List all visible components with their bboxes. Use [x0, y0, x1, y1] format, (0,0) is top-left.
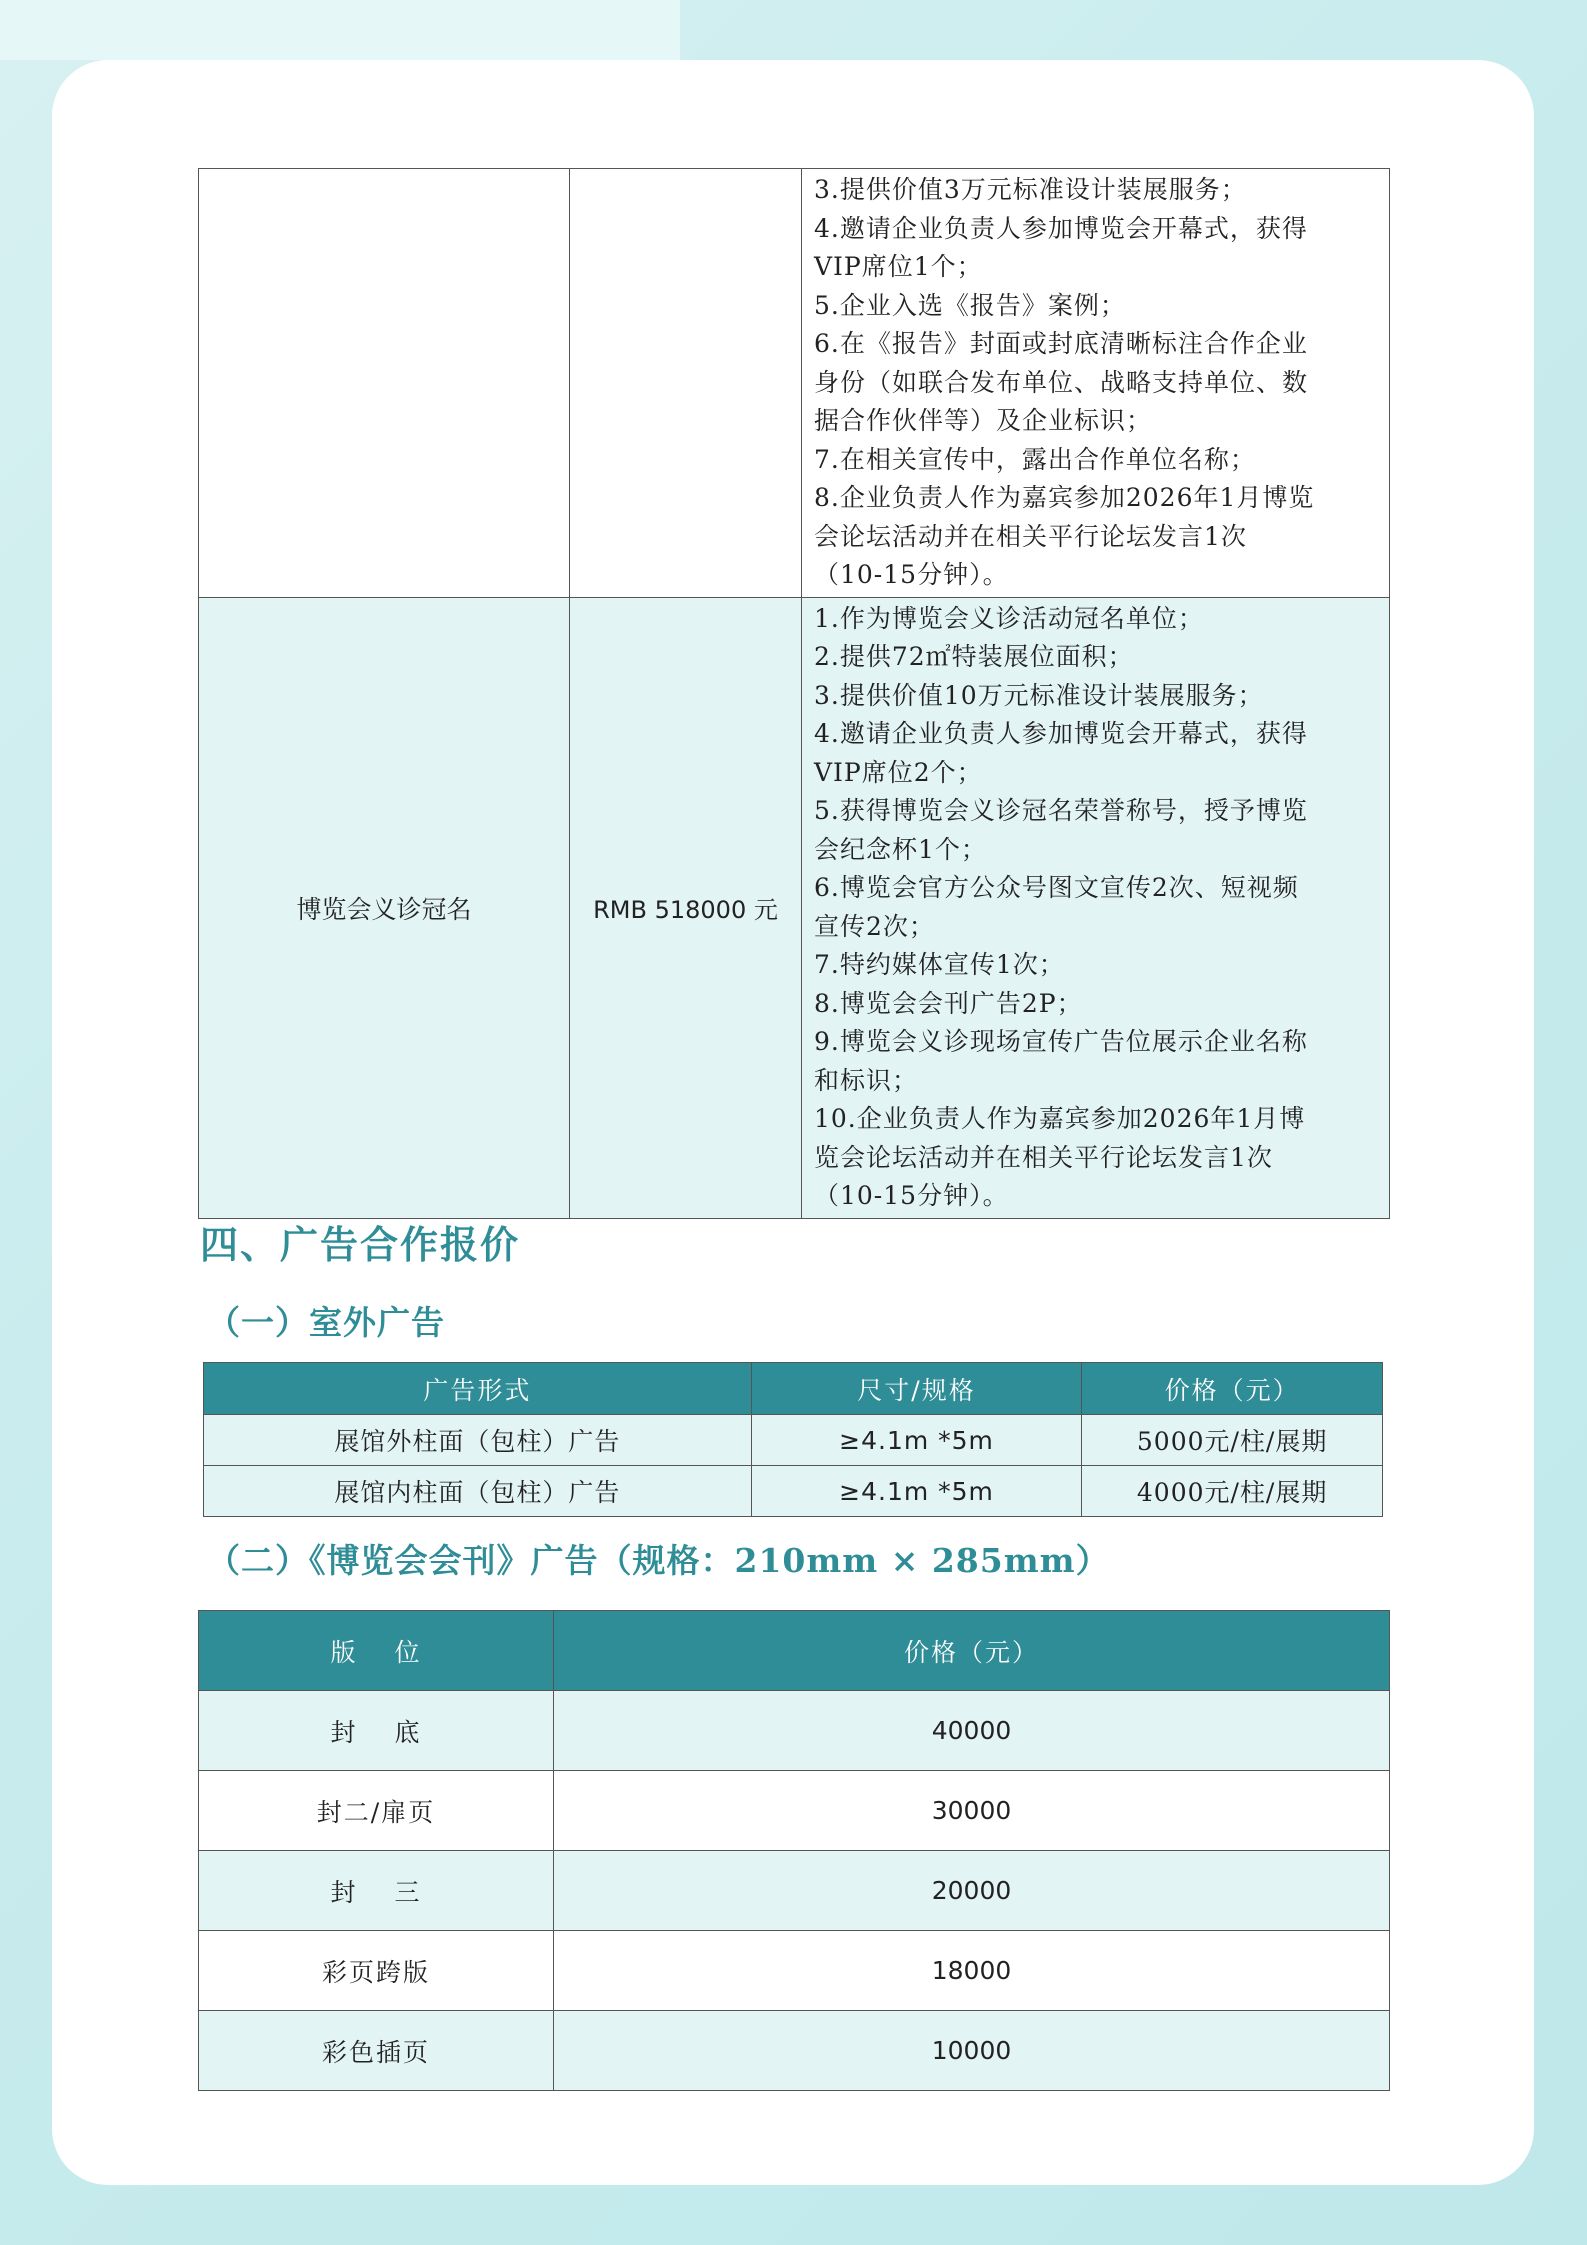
column-header: 版 位 — [199, 1611, 554, 1691]
table-row — [199, 2011, 1390, 2091]
table-row — [199, 1691, 1390, 1771]
ad-form-cell: 展馆内柱面（包柱）广告 — [204, 1466, 752, 1517]
table-row — [204, 1415, 1383, 1466]
column-header: 尺寸/规格 — [751, 1363, 1081, 1415]
price-cell: 40000 — [554, 1691, 1390, 1771]
benefit-line: 9.博览会义诊现场宣传广告位展示企业名称 — [814, 1027, 1308, 1056]
package-benefits-cell — [802, 597, 1390, 1218]
benefit-line: 3.提供价值3万元标准设计装展服务； — [814, 175, 1247, 204]
benefit-line: 6.博览会官方公众号图文宣传2次、短视频 — [814, 873, 1299, 902]
benefit-line: 身份（如联合发布单位、战略支持单位、数 — [814, 367, 1309, 397]
column-header: 价格（元） — [1082, 1363, 1383, 1415]
benefit-line: 4.邀请企业负责人参加博览会开幕式，获得 — [814, 719, 1308, 748]
package-name-cell — [199, 169, 570, 598]
journal-ad-heading: （二）《博览会会刊》广告（规格：210mm × 285mm） — [207, 1541, 1110, 1580]
benefit-line: 5.企业入选《报告》案例； — [814, 290, 1126, 320]
ad-size-cell: ≥4.1m *5m — [751, 1415, 1081, 1466]
package-price-cell — [570, 169, 802, 598]
benefit-line: 8.博览会会刊广告2P； — [814, 988, 1083, 1018]
table-row — [199, 597, 1390, 1218]
table-row — [199, 1931, 1390, 2011]
journal-ad-table — [198, 1610, 1390, 2091]
benefit-line: 5.获得博览会义诊冠名荣誉称号，授予博览 — [814, 796, 1308, 825]
package-price-cell: RMB 518000 元 — [570, 597, 802, 1218]
position-cell: 封 底 — [199, 1691, 554, 1771]
table-row — [204, 1466, 1383, 1517]
table-header-row — [199, 1611, 1390, 1691]
price-cell: 18000 — [554, 1931, 1390, 2011]
position-cell: 彩页跨版 — [199, 1931, 554, 2011]
benefit-line: 览会论坛活动并在相关平行论坛发言1次 — [814, 1142, 1273, 1172]
benefit-line: 会论坛活动并在相关平行论坛发言1次 — [814, 521, 1247, 551]
benefit-line: 和标识； — [814, 1065, 919, 1095]
benefit-line: （10-15分钟）。 — [814, 1181, 1009, 1210]
price-cell: 10000 — [554, 2011, 1390, 2091]
table-header-row — [204, 1363, 1383, 1415]
ad-price-cell: 5000元/柱/展期 — [1082, 1415, 1383, 1466]
ad-size-cell: ≥4.1m *5m — [751, 1466, 1081, 1517]
position-cell: 彩色插页 — [199, 2011, 554, 2091]
price-cell: 30000 — [554, 1771, 1390, 1851]
ad-price-cell: 4000元/柱/展期 — [1082, 1466, 1383, 1517]
column-header: 广告形式 — [204, 1363, 752, 1415]
position-cell: 封 三 — [199, 1851, 554, 1931]
section-heading: 四、广告合作报价 — [200, 1222, 521, 1267]
package-name-cell: 博览会义诊冠名 — [199, 597, 570, 1218]
sponsorship-package-table — [198, 168, 1390, 1219]
benefit-line: VIP席位2个； — [814, 757, 983, 787]
benefit-line: 6.在《报告》封面或封底清晰标注合作企业 — [814, 329, 1308, 358]
column-header: 价格（元） — [554, 1611, 1390, 1691]
benefit-line: 据合作伙伴等）及企业标识； — [814, 406, 1153, 435]
table-row — [199, 1771, 1390, 1851]
benefit-line: 10.企业负责人作为嘉宾参加2026年1月博 — [814, 1104, 1306, 1133]
benefit-line: 宣传2次； — [814, 911, 935, 941]
benefit-line: VIP席位1个； — [814, 252, 983, 281]
price-cell: 20000 — [554, 1851, 1390, 1931]
benefit-line: 1.作为博览会义诊活动冠名单位； — [814, 603, 1204, 633]
outdoor-ad-table — [203, 1362, 1383, 1517]
benefit-line: 7.在相关宣传中，露出合作单位名称； — [814, 444, 1256, 474]
outdoor-ad-heading: （一）室外广告 — [207, 1303, 445, 1342]
benefit-line: 3.提供价值10万元标准设计装展服务； — [814, 680, 1264, 710]
benefit-line: （10-15分钟）。 — [814, 560, 1009, 589]
benefit-line: 会纪念杯1个； — [814, 834, 987, 864]
position-cell: 封二/扉页 — [199, 1771, 554, 1851]
benefit-line: 7.特约媒体宣传1次； — [814, 950, 1065, 979]
benefit-line: 4.邀请企业负责人参加博览会开幕式，获得 — [814, 213, 1308, 243]
benefit-line: 2.提供72㎡特装展位面积； — [814, 642, 1134, 671]
table-row — [199, 169, 1390, 598]
ad-form-cell: 展馆外柱面（包柱）广告 — [204, 1415, 752, 1466]
table-row — [199, 1851, 1390, 1931]
package-benefits-cell — [802, 169, 1390, 598]
benefit-line: 8.企业负责人作为嘉宾参加2026年1月博览 — [814, 483, 1315, 512]
